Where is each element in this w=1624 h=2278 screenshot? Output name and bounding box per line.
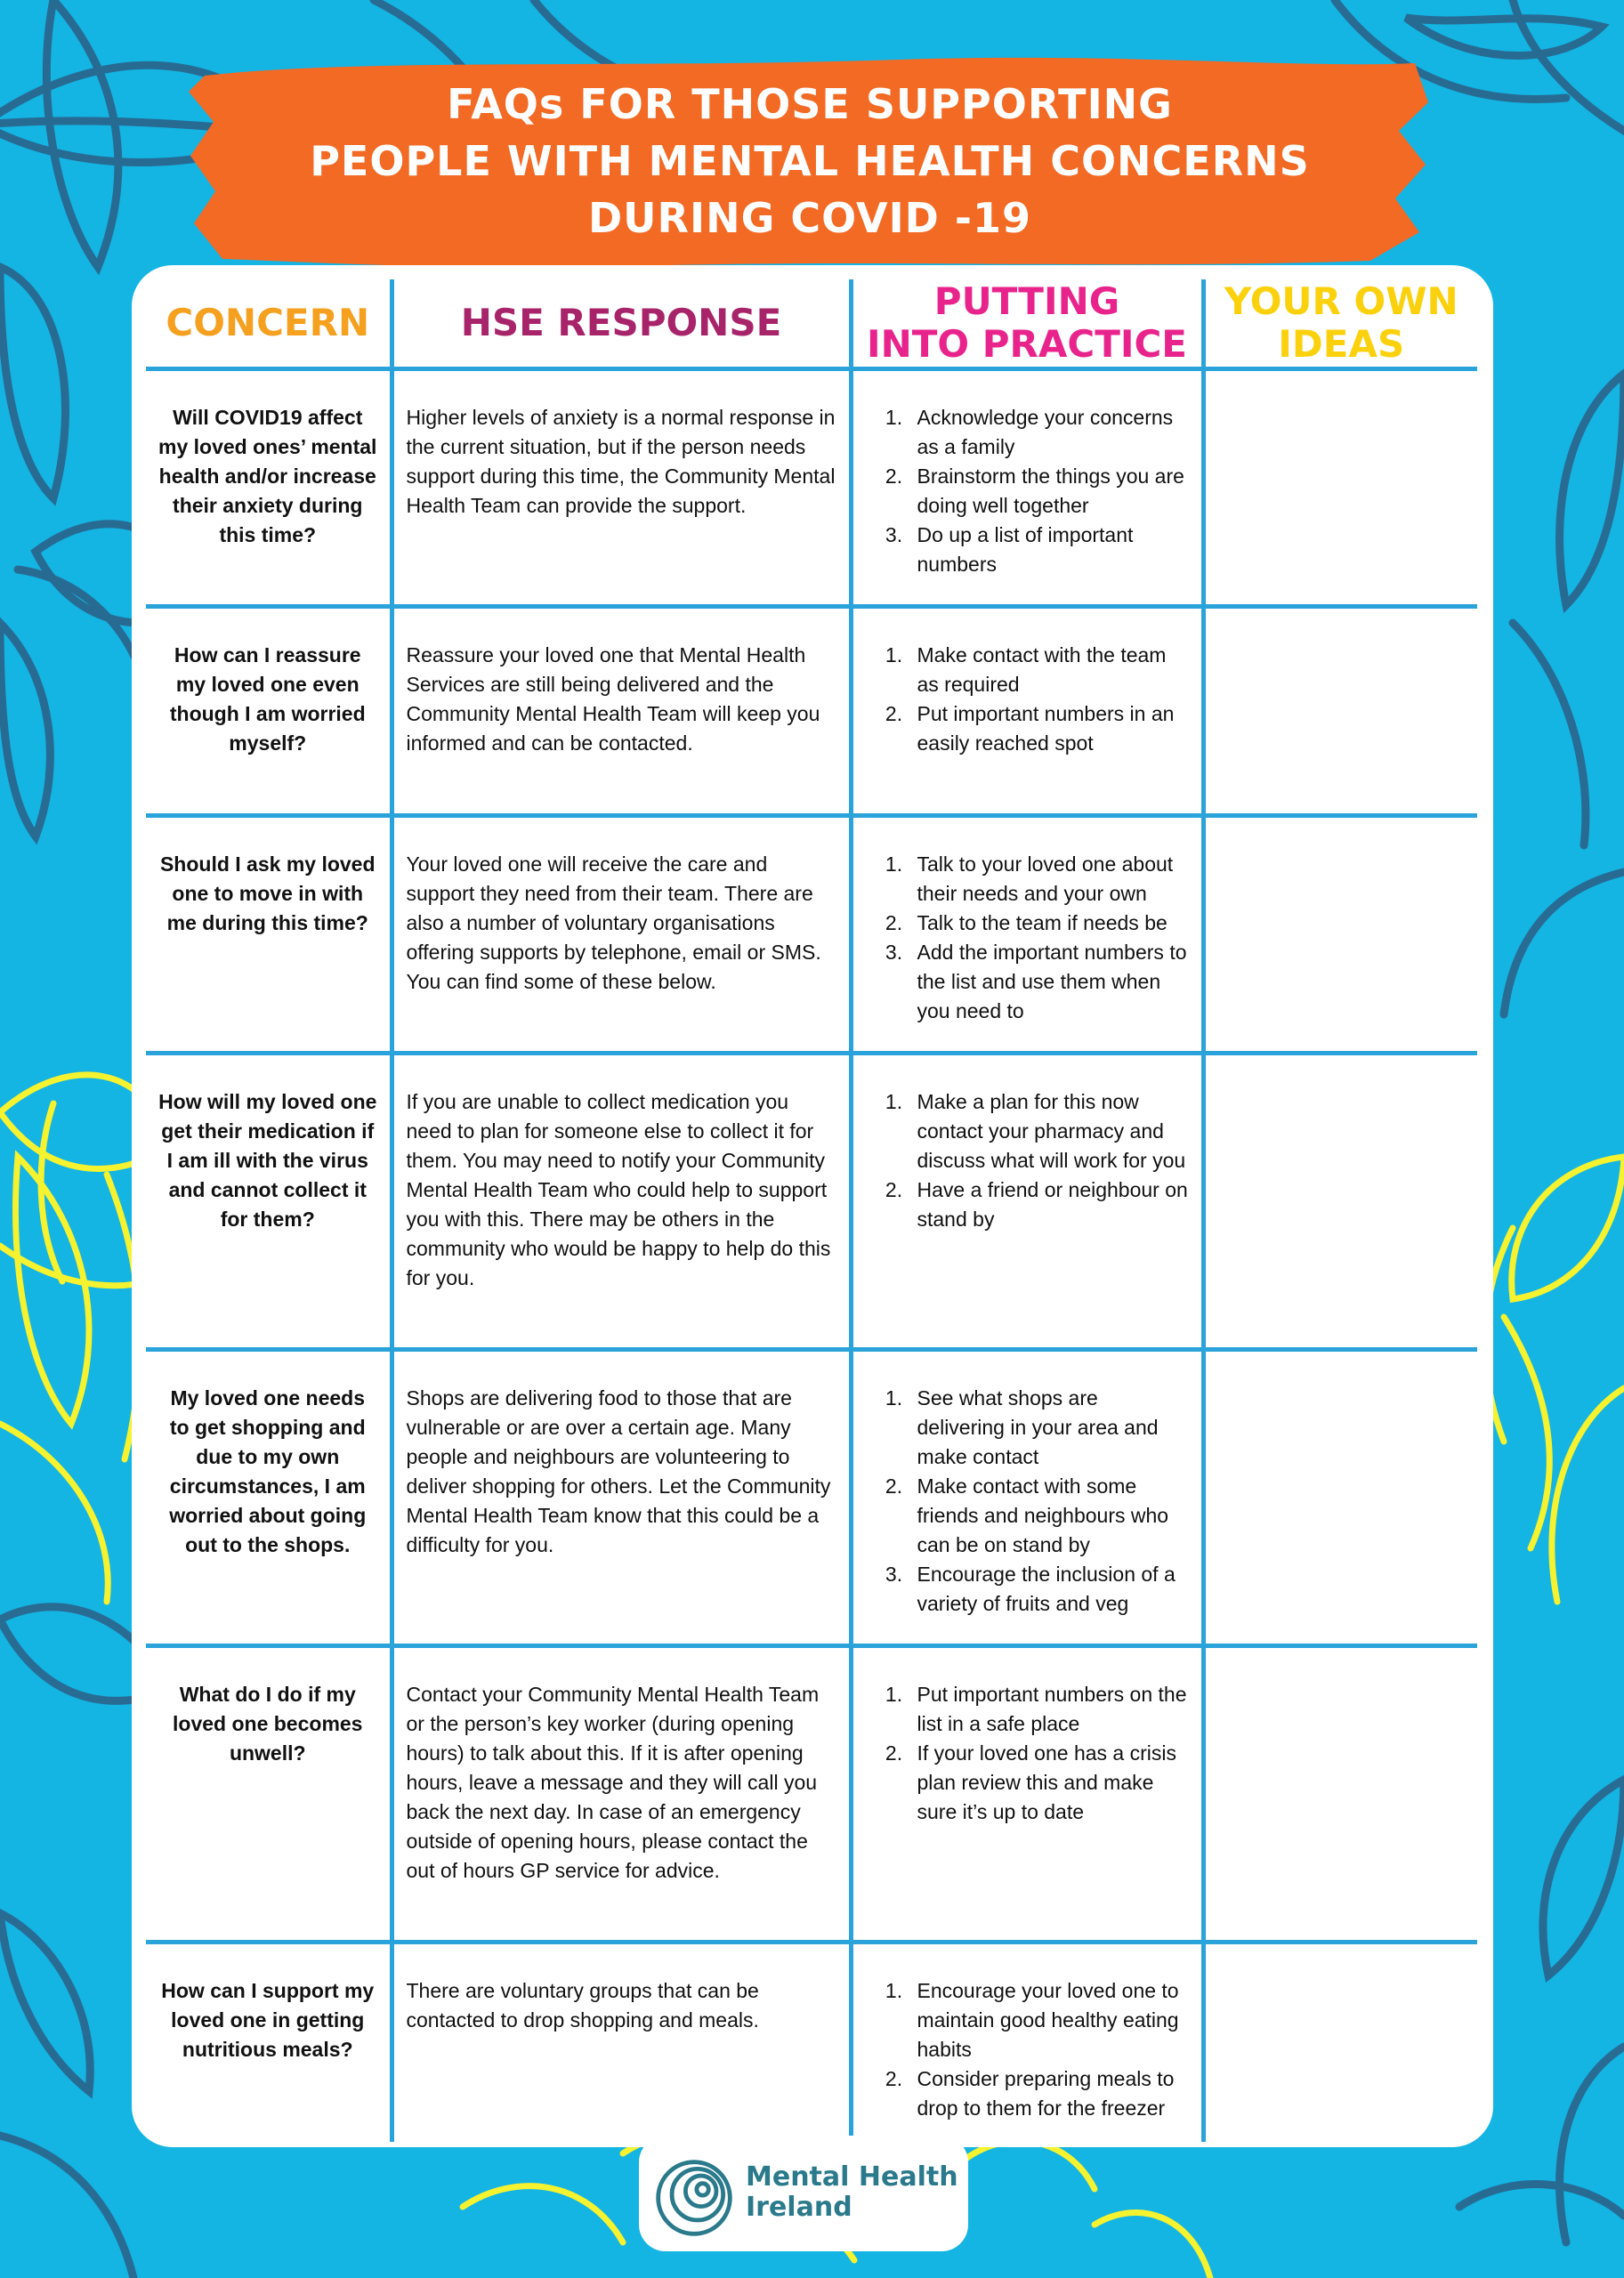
practice-item: 2. Brainstorm the things you are doing well together (909, 462, 1189, 521)
response-cell: Reassure your loved one that Mental Health Services are still being delivered and the Community Mental Health Team will keep you informed and can be contacted. (392, 606, 851, 815)
title-line-3: DURING COVID -19 (588, 194, 1031, 242)
practice-item: 1. See what shops are delivering in your area and make contact (909, 1384, 1189, 1472)
practice-item: 2. Talk to the team if needs be (909, 909, 1189, 938)
practice-list (866, 1087, 1189, 1234)
practice-item: 2. Have a friend or neighbour on stand by (909, 1175, 1189, 1234)
response-cell: Contact your Community Mental Health Team or the person’s key worker (during opening hours) to talk about this. If it is after opening hours, leave a message and they will call you back the next day. In case of an emergency outside of opening hours, please contact the out of hours GP service for advice. (392, 1645, 851, 1942)
practice-cell (851, 1942, 1203, 2142)
response-cell: Your loved one will receive the care and support they need from their team. There are also a number of voluntary organisations offering supports by telephone, email or SMS. You can find some of these below. (392, 815, 851, 1053)
table-row (146, 1645, 1477, 1942)
table-row (146, 1942, 1477, 2142)
practice-cell (851, 368, 1203, 606)
practice-item: 1. Make a plan for this now contact your pharmacy and discuss what will work for you (909, 1087, 1189, 1175)
page-title (187, 76, 1433, 246)
header-hse-response (392, 279, 851, 368)
concern-cell: How will my loved one get their medication if I am ill with the virus and cannot collect it for them? (146, 1053, 392, 1349)
practice-item: 1. Encourage your loved one to maintain good healthy eating habits (909, 1976, 1189, 2064)
practice-list (866, 1680, 1189, 1827)
header-hse-label: HSE RESPONSE (460, 300, 782, 344)
title-line-1: FAQs FOR THOSE SUPPORTING (447, 80, 1173, 128)
ideas-cell[interactable] (1203, 815, 1477, 1053)
header-ideas-line-2: IDEAS (1278, 321, 1405, 366)
practice-item: 3. Add the important numbers to the list and use them when you need to (909, 938, 1189, 1026)
table-row (146, 1349, 1477, 1645)
practice-item: 2. Make contact with some friends and neighbours who can be on stand by (909, 1472, 1189, 1560)
title-banner (187, 49, 1433, 271)
practice-list (866, 403, 1189, 579)
faq-table (146, 279, 1477, 2142)
table-row (146, 606, 1477, 815)
response-cell: Shops are delivering food to those that are vulnerable or are over a certain age. Many people and neighbours are volunteering to deliver shopping for others. Let the Community Mental Health Team know that this could be a difficulty for you. (392, 1349, 851, 1645)
table-row (146, 1053, 1477, 1349)
concern-cell: Should I ask my loved one to move in with me during this time? (146, 815, 392, 1053)
practice-list (866, 1384, 1189, 1619)
response-cell: If you are unable to collect medication you need to plan for someone else to collect it for them. You may need to notify your Community Mental Health Team who could help to support you with this. There may be others in the community who would be happy to help do this for you. (392, 1053, 851, 1349)
table-header-row (146, 279, 1477, 368)
mental-health-ireland-logo-icon (651, 2155, 737, 2241)
header-your-own-ideas (1203, 279, 1477, 368)
ideas-cell[interactable] (1203, 1053, 1477, 1349)
logo-line-1: Mental Health (746, 2161, 958, 2193)
practice-item: 1. Put important numbers on the list in a safe place (909, 1680, 1189, 1739)
concern-cell: My loved one needs to get shopping and due to my own circumstances, I am worried about going out to the shops. (146, 1349, 392, 1645)
mental-health-ireland-logo (639, 2136, 968, 2251)
ideas-cell[interactable] (1203, 1942, 1477, 2142)
practice-cell (851, 606, 1203, 815)
concern-cell: Will COVID19 affect my loved ones’ mental health and/or increase their anxiety during this time? (146, 368, 392, 606)
table-row (146, 368, 1477, 606)
practice-item: 2. If your loved one has a crisis plan review this and make sure it’s up to date (909, 1739, 1189, 1827)
logo-wordmark (746, 2162, 958, 2223)
ideas-cell[interactable] (1203, 368, 1477, 606)
practice-cell (851, 1645, 1203, 1942)
ideas-cell[interactable] (1203, 1349, 1477, 1645)
header-practice-line-2: INTO PRACTICE (867, 321, 1187, 366)
header-practice-line-1: PUTTING (933, 279, 1120, 323)
concern-cell: How can I reassure my loved one even though I am worried myself? (146, 606, 392, 815)
practice-list (866, 850, 1189, 1026)
title-line-2: PEOPLE WITH MENTAL HEALTH CONCERNS (310, 137, 1310, 185)
table-row (146, 815, 1477, 1053)
practice-cell (851, 1053, 1203, 1349)
header-concern-label: CONCERN (166, 300, 370, 344)
practice-cell (851, 815, 1203, 1053)
ideas-cell[interactable] (1203, 606, 1477, 815)
practice-item: 1. Make contact with the team as required (909, 641, 1189, 699)
practice-list (866, 641, 1189, 758)
practice-item: 1. Talk to your loved one about their needs and your own (909, 850, 1189, 909)
response-cell: There are voluntary groups that can be contacted to drop shopping and meals. (392, 1942, 851, 2142)
ideas-cell[interactable] (1203, 1645, 1477, 1942)
practice-item: 3. Encourage the inclusion of a variety of fruits and veg (909, 1560, 1189, 1619)
concern-cell: How can I support my loved one in getting nutritious meals? (146, 1942, 392, 2142)
concern-cell: What do I do if my loved one becomes unwell? (146, 1645, 392, 1942)
practice-item: 2. Consider preparing meals to drop to them for the freezer (909, 2064, 1189, 2123)
practice-item: 3. Do up a list of important numbers (909, 521, 1189, 579)
logo-line-2: Ireland (746, 2192, 852, 2223)
header-putting-into-practice (851, 279, 1203, 368)
faq-card (132, 265, 1493, 2147)
practice-item: 1. Acknowledge your concerns as a family (909, 403, 1189, 462)
practice-cell (851, 1349, 1203, 1645)
practice-item: 2. Put important numbers in an easily reached spot (909, 699, 1189, 758)
practice-list (866, 1976, 1189, 2123)
header-ideas-line-1: YOUR OWN (1224, 279, 1458, 323)
header-concern (146, 279, 392, 368)
response-cell: Higher levels of anxiety is a normal response in the current situation, but if the person needs support during this time, the Community Mental Health Team can provide the support. (392, 368, 851, 606)
